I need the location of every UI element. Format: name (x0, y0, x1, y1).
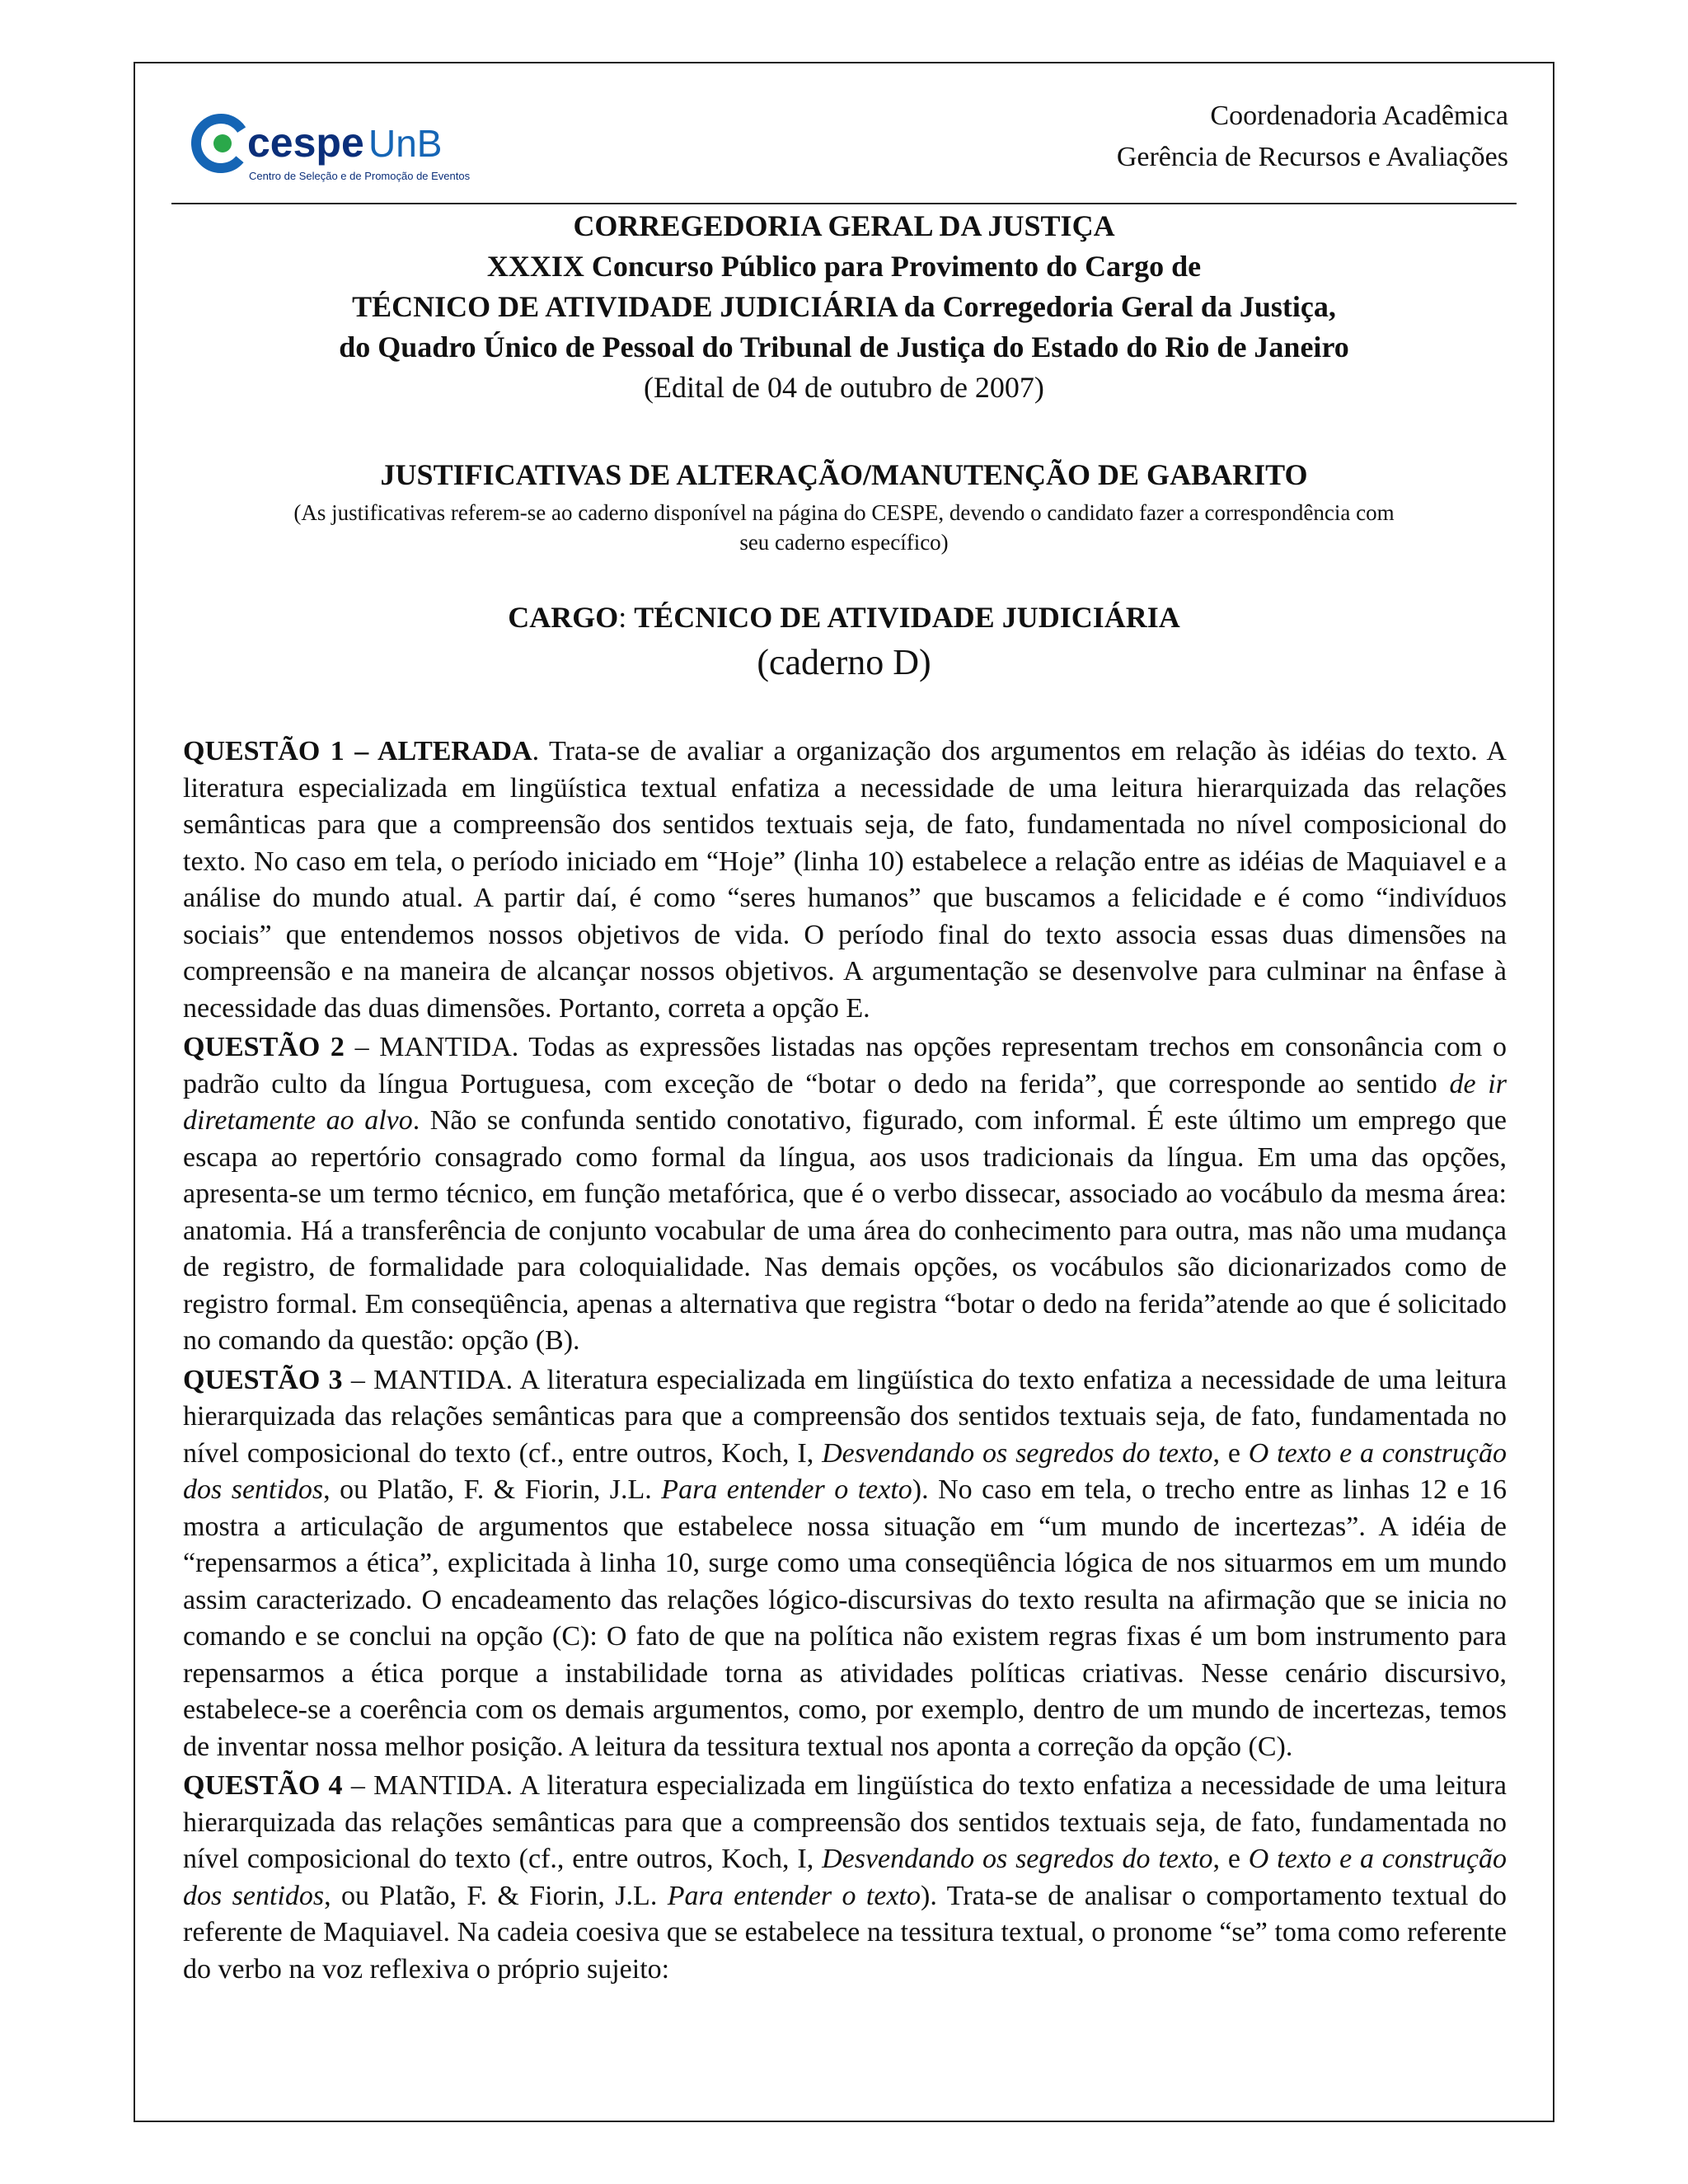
cargo-label: CARGO (508, 601, 619, 634)
question-3-text-b: , e (1212, 1437, 1249, 1469)
question-2 (183, 1029, 1507, 1360)
question-4-text-b: , e (1212, 1844, 1249, 1874)
header-divider (171, 203, 1517, 204)
question-3-text-a: – MANTIDA. A literatura especializada em lingüística do texto enfatiza a necessidade de uma leitura hierarquizada das relações semânticas para que a compreensão dos sentidos textuais seja, de fato, fundamentada no nível composicional do texto (cf., entre outros, Koch, I, (183, 1364, 1507, 1469)
title-line-3: TÉCNICO DE ATIVIDADE JUDICIÁRIA da Corregedoria Geral da Justiça, (352, 290, 1336, 323)
caderno-label: (caderno D) (757, 642, 931, 682)
svg-text:UnB: UnB (368, 122, 443, 165)
justificativas-subtitle-1: (As justificativas referem-se ao caderno disponível na página do CESPE, devendo o candidato fazer a correspondência com (293, 500, 1395, 525)
organization-header (1117, 96, 1508, 178)
question-3 (183, 1362, 1507, 1766)
edital-date: (Edital de 04 de outubro de 2007) (644, 371, 1044, 404)
question-2-label: QUESTÃO 2 (183, 1032, 345, 1062)
title-line-1: CORREGEDORIA GERAL DA JUSTIÇA (573, 209, 1115, 242)
coordenadoria-label: Coordenadoria Acadêmica (1210, 101, 1508, 131)
title-line-4: do Quadro Único de Pessoal do Tribunal de Justiça do Estado do Rio de Janeiro (339, 330, 1349, 363)
cespe-unb-logo (191, 107, 471, 190)
cargo-separator: : (618, 601, 635, 634)
question-1-label: QUESTÃO 1 – ALTERADA (183, 736, 532, 766)
question-2-text-b: . Não se confunda sentido conotativo, figurado, com informal. É este último um emprego que escapa ao repertório consagrado como formal da língua, aos usos tradicionais da língua. Em uma das opções, apresenta-se um termo técnico, em função metafórica, que é o verbo dissecar, associado ao vocábulo da mesma área: anatomia. Há a transferência de conjunto vocabular de uma área do conhecimento para outra, mas não uma mudança de registro, de formalidade para coloquialidade. Nas demais opções, os vocábulos são dicionarizados como de registro formal. Em conseqüência, apenas a alternativa que registra “botar o dedo na ferida”atende ao que é solicitado no comando da questão: opção (B). (183, 1105, 1507, 1356)
question-3-label: QUESTÃO 3 (183, 1364, 343, 1395)
document-title (171, 206, 1517, 408)
question-4-text-c: , ou Platão, F. & Fiorin, J.L. (324, 1880, 668, 1911)
cargo-heading (171, 597, 1517, 687)
question-3-book-2: O texto e a construção dos sentidos (183, 1437, 1507, 1505)
question-2-italic: de ir diretamente ao alvo (183, 1068, 1507, 1136)
question-1-text: . Trata-se de avaliar a organização dos argumentos em relação às idéias do texto. A literatura especializada em lingüística textual enfatiza a necessidade de uma leitura hierarquizada das relações semânticas para que a compreensão dos sentidos textuais seja, de fato, fundamentada no nível composicional do texto. No caso em tela, o período iniciado em “Hoje” (linha 10) estabelece a relação entre as idéias de Maquiavel e a análise do mundo atual. A partir daí, é como “seres humanos” que buscamos a felicidade e é como “indivíduos sociais” que entendemos nossos objetivos de vida. O período final do texto associa essas duas dimensões na compreensão e na maneira de alcançar nossos objetivos. A argumentação se desenvolve para culminar na ênfase à necessidade das duas dimensões. Portanto, correta a opção E. (183, 736, 1507, 1024)
question-4-text-a: – MANTIDA. A literatura especializada em lingüística do texto enfatiza a necessidade de uma leitura hierarquizada das relações semânticas para que a compreensão dos sentidos textuais seja, de fato, fundamentada no nível composicional do texto (cf., entre outros, Koch, I, (183, 1770, 1507, 1874)
question-3-text-d: ). No caso em tela, o trecho entre as linhas 12 e 16 mostra a articulação de argumentos que estabelece nossa situação em “um mundo de incertezas”. A idéia de “repensarmos a ética”, explicitada à linha 10, surge como uma conseqüência lógica de nos situarmos em um mundo assim caracterizado. O encadeamento das relações lógico-discursivas do texto resulta na afirmação que se inicia no comando e se conclui na opção (C): O fato de que na política não existem regras fixas é um bom instrumento para repensarmos a ética porque a instabilidade torna as atividades políticas criativas. Nesse cenário discursivo, estabelece-se a coerência com os demais argumentos, como, por exemplo, dentro de um mundo de incertezas, temos de inventar nossa melhor posição. A leitura da tessitura textual nos aponta a correção da opção (C). (183, 1474, 1507, 1762)
question-4-label: QUESTÃO 4 (183, 1770, 343, 1801)
svg-text:cespe: cespe (247, 120, 364, 166)
question-3-text-c: , ou Platão, F. & Fiorin, J.L. (323, 1474, 662, 1505)
question-4-book-2: O texto e a construção dos sentidos (183, 1844, 1507, 1911)
svg-text:Centro de Seleção e de Promoçã: Centro de Seleção e de Promoção de Eventos (249, 170, 471, 182)
title-line-2: XXXIX Concurso Público para Provimento do Cargo de (486, 250, 1202, 283)
question-4 (183, 1768, 1507, 1988)
question-3-book-3: Para entender o texto (661, 1474, 912, 1505)
cargo-value: TÉCNICO DE ATIVIDADE JUDICIÁRIA (634, 601, 1180, 634)
question-4-book-3: Para entender o texto (667, 1880, 921, 1911)
question-4-book-1: Desvendando os segredos do texto (822, 1844, 1213, 1874)
justificativas-subtitle-2: seu caderno específico) (739, 530, 949, 555)
justifications-body (183, 733, 1507, 1990)
justificativas-title: JUSTIFICATIVAS DE ALTERAÇÃO/MANUTENÇÃO DE GABARITO (380, 458, 1308, 491)
gerencia-label: Gerência de Recursos e Avaliações (1116, 142, 1508, 172)
justificativas-heading (171, 455, 1517, 557)
question-3-book-1: Desvendando os segredos do texto (822, 1437, 1213, 1469)
question-2-text-a: – MANTIDA. Todas as expressões listadas nas opções representam trechos em consonância com o padrão culto da língua Portuguesa, com exceção de “botar o dedo na ferida”, que corresponde ao sentido (183, 1032, 1507, 1099)
question-4-text-d: ). Trata-se de analisar o comportamento textual do referente de Maquiavel. Na cadeia coesiva que se estabelece na tessitura textual, o pronome “se” toma como referente do verbo na voz reflexiva o próprio sujeito: (183, 1880, 1507, 1985)
question-1 (183, 733, 1507, 1027)
